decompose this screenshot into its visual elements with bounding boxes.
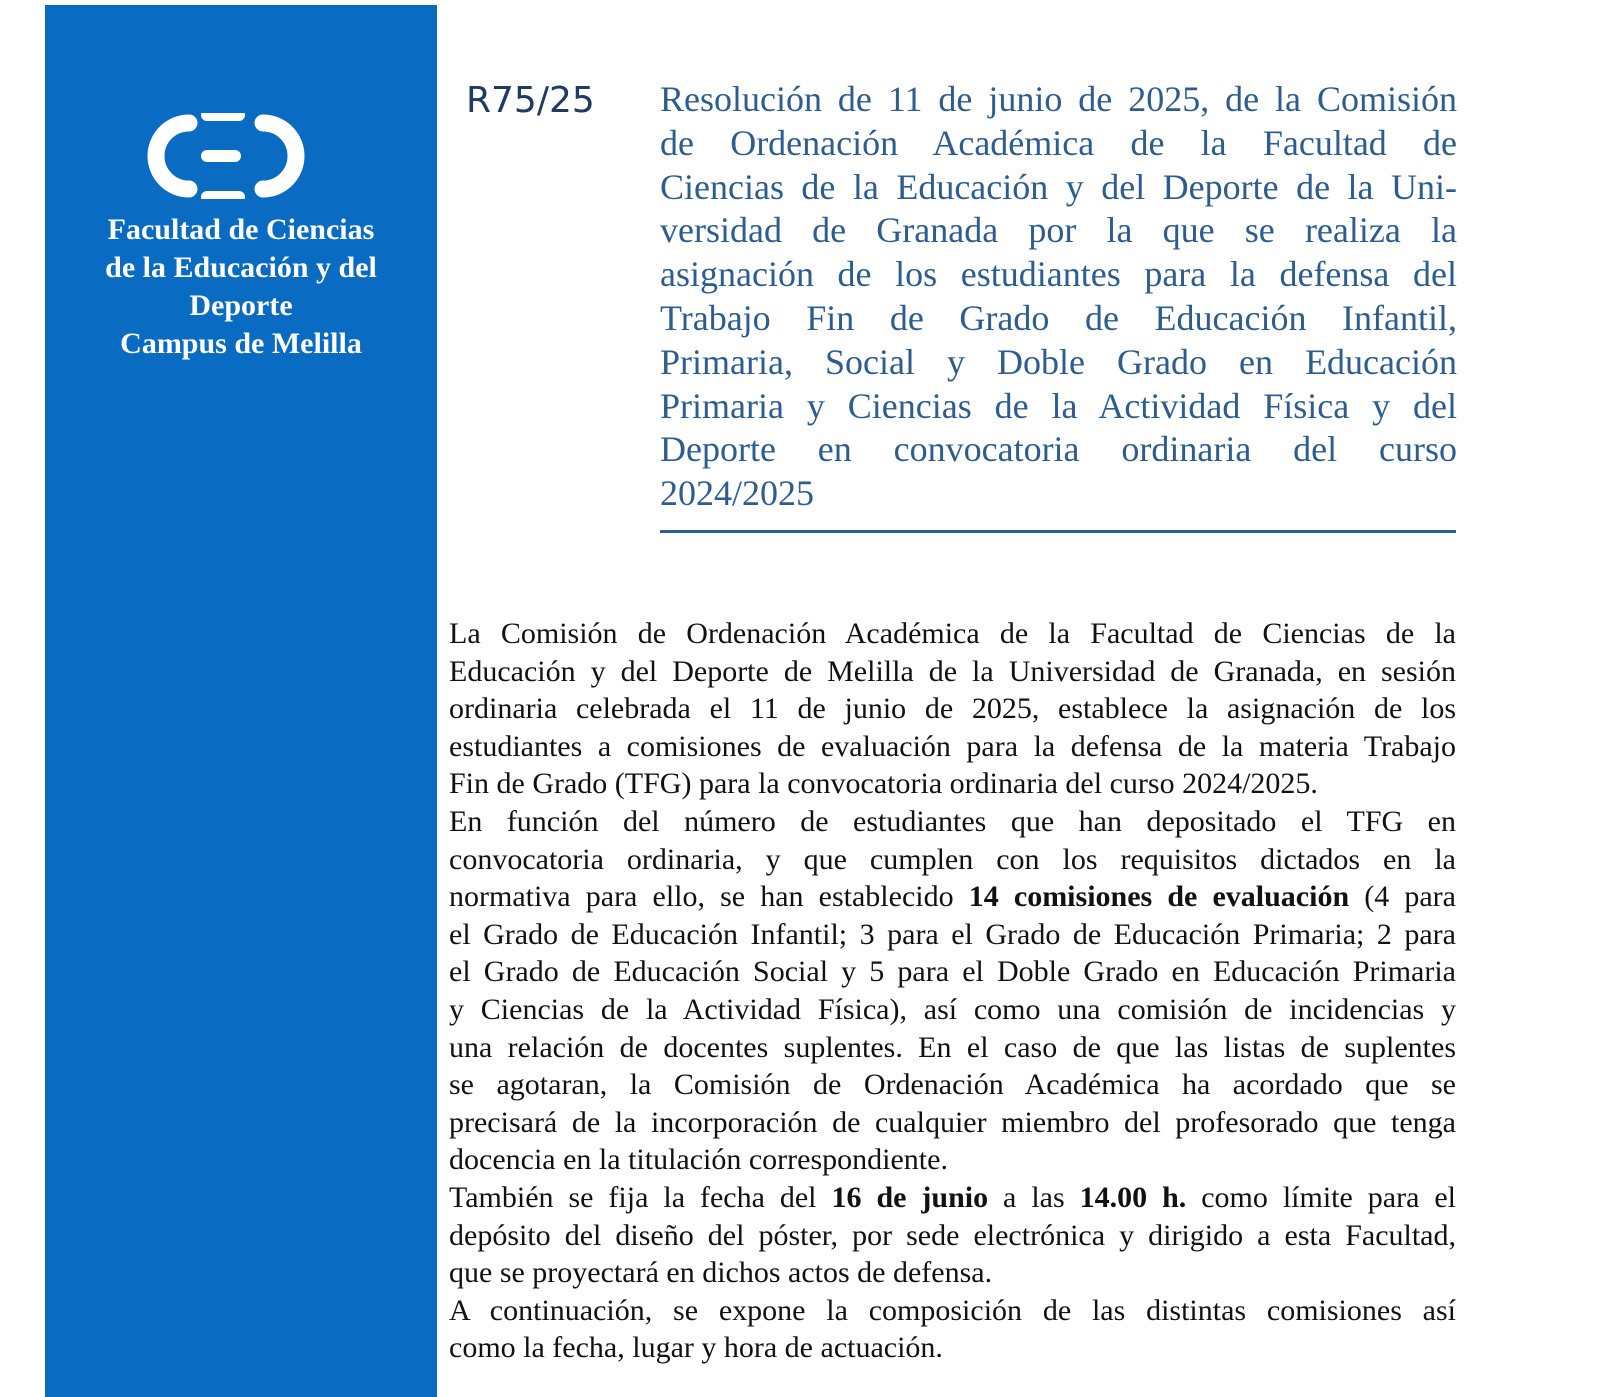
faculty-line: Facultad de Ciencias xyxy=(107,213,375,246)
paragraph-2 xyxy=(449,803,1456,1179)
text-line: como la fecha, lugar y hora de actuación. xyxy=(449,1331,943,1365)
text-segment: También se fija la fecha del xyxy=(449,1180,832,1214)
title-line: asignación de los estudiantes para la defensa del xyxy=(660,254,1457,295)
text-line: Fin de Grado (TFG) para la convocatoria ordinaria del curso 2024/2025. xyxy=(449,767,1318,801)
paragraph-1 xyxy=(449,615,1456,803)
text-segment: a las xyxy=(988,1180,1080,1214)
title-line: Trabajo Fin de Grado de Educación Infantil, xyxy=(660,297,1457,338)
text-line: La Comisión de Ordenación Académica de la Facultad de Ciencias de la xyxy=(449,617,1456,650)
resolution-title xyxy=(660,78,1457,516)
title-line: Primaria y Ciencias de la Actividad Física y del xyxy=(660,385,1457,426)
title-line: Resolución de 11 de junio de 2025, de la Comisión xyxy=(660,79,1457,119)
text-line: En función del número de estudiantes que han depositado el TFG en xyxy=(449,804,1456,838)
text-line: estudiantes a comisiones de evaluación para la defensa de la materia Trabajo xyxy=(449,729,1456,763)
deadline-time-highlight: 14.00 h. xyxy=(1079,1180,1187,1214)
text-line xyxy=(449,1179,1456,1217)
faculty-line: Deporte xyxy=(189,289,293,322)
text-line: A continuación, se expone la composición de las distintas comisiones así xyxy=(449,1293,1456,1327)
resolution-reference: R75/25 xyxy=(466,80,595,121)
title-line: 2024/2025 xyxy=(660,473,815,514)
faculty-line: de la Educación y del xyxy=(105,251,377,284)
paragraph-4 xyxy=(449,1292,1456,1367)
text-line: Educación y del Deporte de Melilla de la Universidad de Granada, en sesión xyxy=(449,654,1456,688)
ced-logo-icon xyxy=(145,113,317,199)
title-divider xyxy=(660,530,1456,533)
text-line: que se proyectará en dichos actos de defensa. xyxy=(449,1256,993,1290)
title-line: de Ordenación Académica de la Facultad de xyxy=(660,122,1457,163)
text-line xyxy=(449,878,1456,916)
title-line: Deporte en convocatoria ordinaria del curso xyxy=(660,429,1457,470)
committees-count-highlight: 14 comisiones de evaluación xyxy=(968,880,1350,914)
text-segment: normativa para ello, se han establecido xyxy=(449,880,969,914)
text-line: precisará de la incorporación de cualquier miembro del profesorado que tenga xyxy=(449,1105,1456,1139)
text-line: y Ciencias de la Actividad Física), así como una comisión de incidencias y xyxy=(449,992,1456,1026)
deadline-date-highlight: 16 de junio xyxy=(831,1180,989,1214)
title-line: versidad de Granada por la que se realiza la xyxy=(660,210,1457,251)
document-body xyxy=(449,615,1456,1367)
text-line: ordinaria celebrada el 11 de junio de 2025, establece la asignación de los xyxy=(449,692,1456,726)
text-line: docencia en la titulación correspondiente. xyxy=(449,1143,948,1177)
title-line: Ciencias de la Educación y del Deporte de la Uni- xyxy=(660,166,1457,207)
text-line: el Grado de Educación Infantil; 3 para el Grado de Educación Primaria; 2 para xyxy=(449,917,1456,951)
paragraph-3 xyxy=(449,1179,1456,1292)
text-segment: (4 para xyxy=(1349,880,1456,914)
sidebar-panel xyxy=(45,5,437,1397)
text-line: depósito del diseño del póster, por sede electrónica y dirigido a esta Facultad, xyxy=(449,1218,1456,1252)
text-line: una relación de docentes suplentes. En el caso de que las listas de suplentes xyxy=(449,1030,1456,1064)
faculty-line: Campus de Melilla xyxy=(120,327,362,360)
faculty-name xyxy=(45,211,437,363)
text-line: el Grado de Educación Social y 5 para el Doble Grado en Educación Primaria xyxy=(449,955,1456,989)
text-line: se agotaran, la Comisión de Ordenación Académica ha acordado que se xyxy=(449,1068,1456,1102)
text-line: convocatoria ordinaria, y que cumplen con los requisitos dictados en la xyxy=(449,842,1456,876)
title-line: Primaria, Social y Doble Grado en Educación xyxy=(660,341,1457,382)
text-segment: como límite para el xyxy=(1186,1180,1457,1214)
